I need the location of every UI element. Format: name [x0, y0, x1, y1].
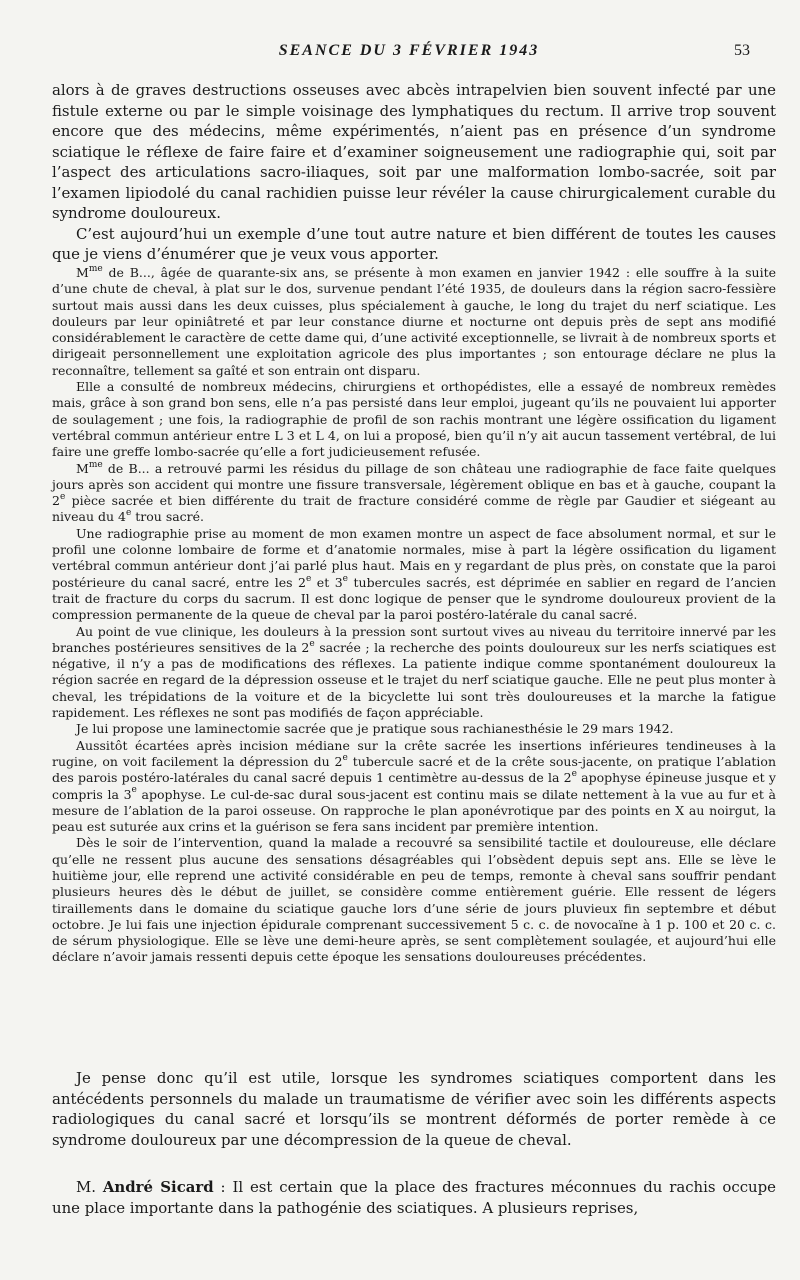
case-paragraph-2: Elle a consulté de nombreux médecins, chirurgiens et orthopédistes, elle a essayé de nombreux remèdes mais, grâce à son grand bon sens, elle n’a pas persisté dans leur emploi, jugeant qu’ils ne pouvaient lui apporter de soulagement ; une fois, la radiographie de profil de son rachis montrant une légère ossification du ligament vertébral commun antérieur entre L 3 et L 4, on lui a proposé, bien qu’il n’y ait aucun tassement vertébral, de lui faire une greffe lombo-sacrée qu’elle a fort judicieusement refusée. — [52, 379, 776, 460]
intro-section — [52, 80, 776, 265]
conclusion-section — [52, 1068, 776, 1150]
page-number: 53 — [734, 42, 750, 59]
case-paragraph-1: $M^{me}$ de B..., âgée de quarante-six ans, se présente à mon examen en janvier 1942 : elle souffre à la suite d’une chute de cheval, à plat sur le dos, survenue pendant l’été 1935, de douleurs dans la région sacro-fessière surtout mais aussi dans les deux cuisses, plus spécialement à gauche, le long du trajet du nerf sciatique. Les douleurs par leur opiniâtreté et par leur constance diurne et nocturne ont depuis près de sept ans modifié considérablement le caractère de cette dame qui, d’une activité exceptionnelle, se livrait à de nombreux sports et dirigeait personnellement une exploitation agricole des plus importantes ; son entourage déclare ne plus la reconnaître, tellement sa gaîté et son entrain ont disparu. — [52, 263, 776, 378]
page-header — [52, 42, 766, 66]
intro-paragraph-2: C’est aujourd’hui un exemple d’une tout autre nature et bien différent de toutes les causes que je viens d’énumérer que je veux vous apporter. — [52, 224, 776, 263]
case-paragraph-8: Dès le soir de l’intervention, quand la malade a recouvré sa sensibilité tactile et douloureuse, elle déclare qu’elle ne ressent plus aucune des sensations désagréables qui l’obsèdent depuis sept ans. Elle se lève le huitième jour, elle reprend une activité considérable en peu de temps, remonte à cheval sans souffrir pendant plusieurs heures dès le début de juillet, se considère comme entièrement guérie. Elle ressent de légers tiraillements dans le domaine du sciatique gauche lors d’une série de jours pluvieux fin septembre et début octobre. Je lui fais une injection épidurale comprenant successivement 5 c. c. de novocaïne à 1 p. 100 et 20 c. c. de sérum physiologique. Elle se lève une demi-heure après, se sent complètement soulagée, et aujourd’hui elle déclare n’avoir jamais ressenti depuis cette époque les sensations douloureuses précédentes. — [52, 835, 776, 965]
discussion-section — [52, 1177, 776, 1218]
discussion-paragraph: M. André Sicard : Il est certain que la place des fractures méconnues du rachis occupe une place importante dans la pathogénie des sciatiques. A plusieurs reprises, — [52, 1178, 776, 1217]
conclusion-paragraph: Je pense donc qu’il est utile, lorsque les syndromes sciatiques comportent dans les antécédents personnels du malade un traumatisme de vérifier avec soin les différents aspects radiologiques du canal sacré et lorsqu’ils se montrent déformés de porter remède à ce syndrome douloureux par une décompression de la queue de cheval. — [52, 1069, 776, 1149]
case-paragraph-4: Une radiographie prise au moment de mon examen montre un aspect de face absolument normal, et sur le profil une colonne lombaire de forme et d’anatomie normales, mise à part la légère ossification du ligament vertébral commun antérieur dont j’ai parlé plus haut. Mais en y regardant de plus près, on constate que la paroi postérieure du canal sacré, entre les 2e et 3e tubercules sacrés, est déprimée en sablier en regard de l’ancien trait de fracture du corps du sacrum. Il est donc logique de penser que le syndrome douloureux provient de la compression permanente de la queue de cheval par la paroi postéro-latérale du canal sacré. — [52, 525, 777, 623]
case-paragraph-6: Je lui propose une laminectomie sacrée que je pratique sous rachianesthésie le 29 mars 1942. — [76, 721, 674, 737]
running-title: SEANCE DU 3 FÉVRIER 1943 — [278, 42, 540, 59]
case-paragraph-5: Au point de vue clinique, les douleurs à la pression sont surtout vives au niveau du territoire innervé par les branches postérieures sensitives de la 2e sacrée ; la recherche des points douloureux sur les nerfs sciatiques est négative, il n’y a pas de modifications des réflexes. La patiente indique comme spontanément douloureux la région sacrée en regard de la dépression osseuse et le trajet du nerf sciatique gauche. Elle ne peut plus monter à cheval, les trépidations de la voiture et de la bicyclette lui sont très douloureuses et la marche la fatigue rapidement. Les réflexes ne sont pas modifiés de façon appréciable. — [52, 623, 776, 721]
case-report — [52, 265, 776, 966]
intro-paragraph-1: alors à de graves destructions osseuses avec abcès intrapelvien bien souvent infecté par une fistule externe ou par le simple voisinage des lymphatiques du rectum. Il arrive trop souvent encore que des médecins, même expérimentés, n’aient pas en présence d’un syndrome sciatique le réflexe de faire faire et d’examiner soigneusement une radiographie qui, soit par l’aspect des articulations sacro-iliaques, soit par une malformation lombo-sacrée, soit par l’examen lipiodolé du canal rachidien puisse leur révéler la cause chirurgicalement curable du syndrome douloureux. — [52, 81, 776, 222]
case-paragraph-3: $M^{me}$ de B... a retrouvé parmi les résidus du pillage de son château une radiographie de face faite quelques jours après son accident qui montre une fissure transversale, légèrement oblique en bas et à gauche, coupant la 2e pièce sacrée et bien différente du trait de fracture considéré comme de règle par Gaudier et siégeant au niveau du 4e trou sacré. — [52, 459, 776, 525]
speaker-name: André Sicard — [102, 1178, 214, 1196]
case-paragraph-7: Aussitôt écartées après incision médiane sur la crête sacrée les insertions inférieures tendineuses à la rugine, on voit facilement la dépression du 2e tubercule sacré et de la crête sous-jacente, on pratique l’ablation des parois postéro-latérales du canal sacré depuis 1 centimètre au-dessus de la 2e apophyse épineuse jusque et y compris la 3e apophyse. Le cul-de-sac dural sous-jacent est continu mais se dilate nettement à la vue au fur et à mesure de l’ablation de la paroi osseuse. On rapproche le plan aponévrotique par des points en X au noirgut, la peau est suturée aux crins et la guérison se fera sans incident par première intention. — [52, 737, 777, 835]
